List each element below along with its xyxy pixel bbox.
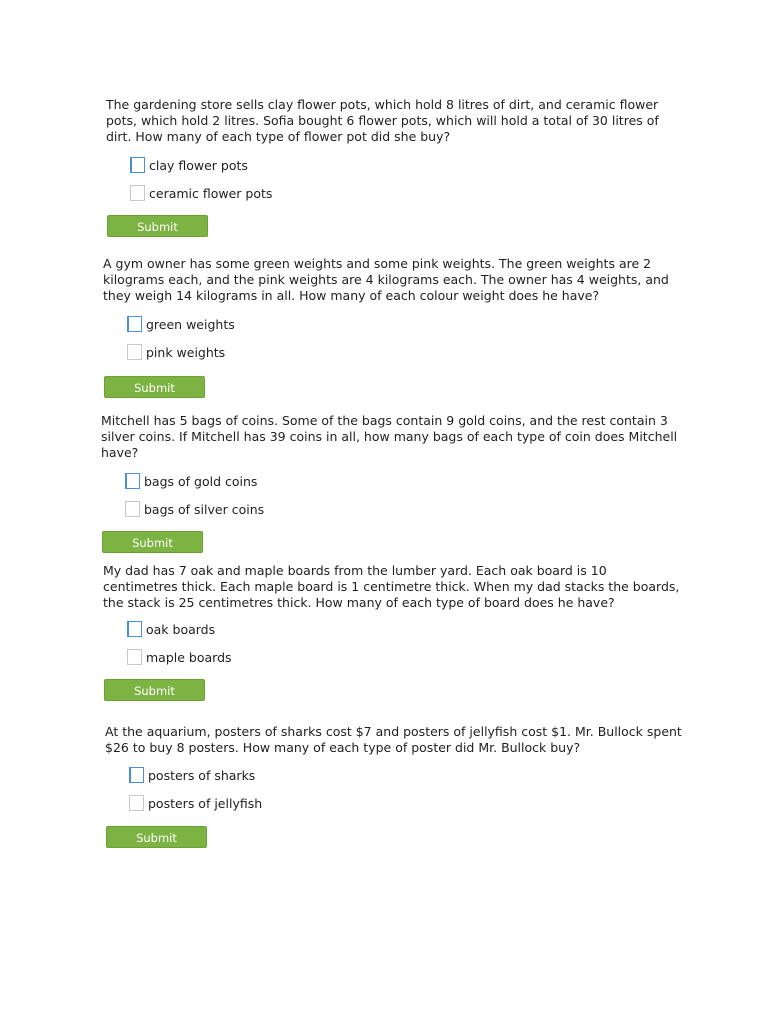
- answer-label: posters of sharks: [148, 767, 256, 783]
- answer-input-pink-weights[interactable]: [127, 344, 142, 360]
- question-text: At the aquarium, posters of sharks cost $7 and posters of jellyfish cost $1. Mr. Bullock spent $26 to buy 8 posters. How many of each type of poster did Mr. Bullock buy?: [105, 724, 682, 755]
- submit-button[interactable]: Submit: [107, 215, 208, 237]
- answer-row-pink-weights: [127, 342, 683, 362]
- submit-button[interactable]: Submit: [106, 826, 207, 848]
- answer-row-posters-of-sharks: [129, 765, 685, 785]
- answer-input-bags-of-gold-coins[interactable]: [125, 473, 140, 489]
- question-text: A gym owner has some green weights and some pink weights. The green weights are 2 kilograms each, and the pink weights are 4 kilograms each. The owner has 4 weights, and they weigh 14 kilograms in all. How many of each colour weight does he have?: [103, 256, 669, 303]
- question-4: [103, 563, 683, 701]
- answer-label: pink weights: [146, 344, 226, 360]
- answer-label: posters of jellyfish: [148, 795, 263, 811]
- answer-input-ceramic-flower-pots[interactable]: [130, 185, 145, 201]
- answer-input-oak-boards[interactable]: [127, 621, 142, 637]
- question-2: [103, 256, 683, 398]
- answer-label: oak boards: [146, 621, 216, 637]
- answer-input-bags-of-silver-coins[interactable]: [125, 501, 140, 517]
- answer-input-posters-of-sharks[interactable]: [129, 767, 144, 783]
- question-1: [106, 97, 686, 237]
- answer-label: bags of gold coins: [144, 473, 258, 489]
- answer-label: clay flower pots: [149, 157, 248, 173]
- answer-input-green-weights[interactable]: [127, 316, 142, 332]
- answer-label: bags of silver coins: [144, 501, 265, 517]
- question-3: [101, 413, 681, 553]
- answer-row-green-weights: [127, 314, 683, 334]
- answer-label: maple boards: [146, 649, 232, 665]
- question-5: [105, 724, 685, 848]
- submit-button[interactable]: Submit: [104, 679, 205, 701]
- answer-row-ceramic-flower-pots: [130, 183, 686, 203]
- question-text: Mitchell has 5 bags of coins. Some of the bags contain 9 gold coins, and the rest contain 3 silver coins. If Mitchell has 39 coins in all, how many bags of each type of coin does Mitchell have?: [101, 413, 678, 460]
- question-text: The gardening store sells clay flower pots, which hold 8 litres of dirt, and ceramic flower pots, which hold 2 litres. Sofia bought 6 flower pots, which will hold a total of 30 litres of dirt. How many of each type of flower pot did she buy?: [106, 97, 659, 144]
- answer-row-clay-flower-pots: [130, 155, 686, 175]
- answer-input-clay-flower-pots[interactable]: [130, 157, 145, 173]
- submit-button[interactable]: Submit: [102, 531, 203, 553]
- answer-label: ceramic flower pots: [149, 185, 273, 201]
- answer-row-oak-boards: [127, 619, 683, 639]
- answer-input-posters-of-jellyfish[interactable]: [129, 795, 144, 811]
- answer-row-bags-of-silver-coins: [125, 499, 681, 519]
- answer-label: green weights: [146, 316, 235, 332]
- answer-input-maple-boards[interactable]: [127, 649, 142, 665]
- question-text: My dad has 7 oak and maple boards from the lumber yard. Each oak board is 10 centimetres thick. Each maple board is 1 centimetre thick. When my dad stacks the boards, the stack is 25 centimetres thick. How many of each type of board does he have?: [103, 563, 680, 610]
- answer-row-posters-of-jellyfish: [129, 793, 685, 813]
- submit-button[interactable]: Submit: [104, 376, 205, 398]
- answer-row-maple-boards: [127, 647, 683, 667]
- answer-row-bags-of-gold-coins: [125, 471, 681, 491]
